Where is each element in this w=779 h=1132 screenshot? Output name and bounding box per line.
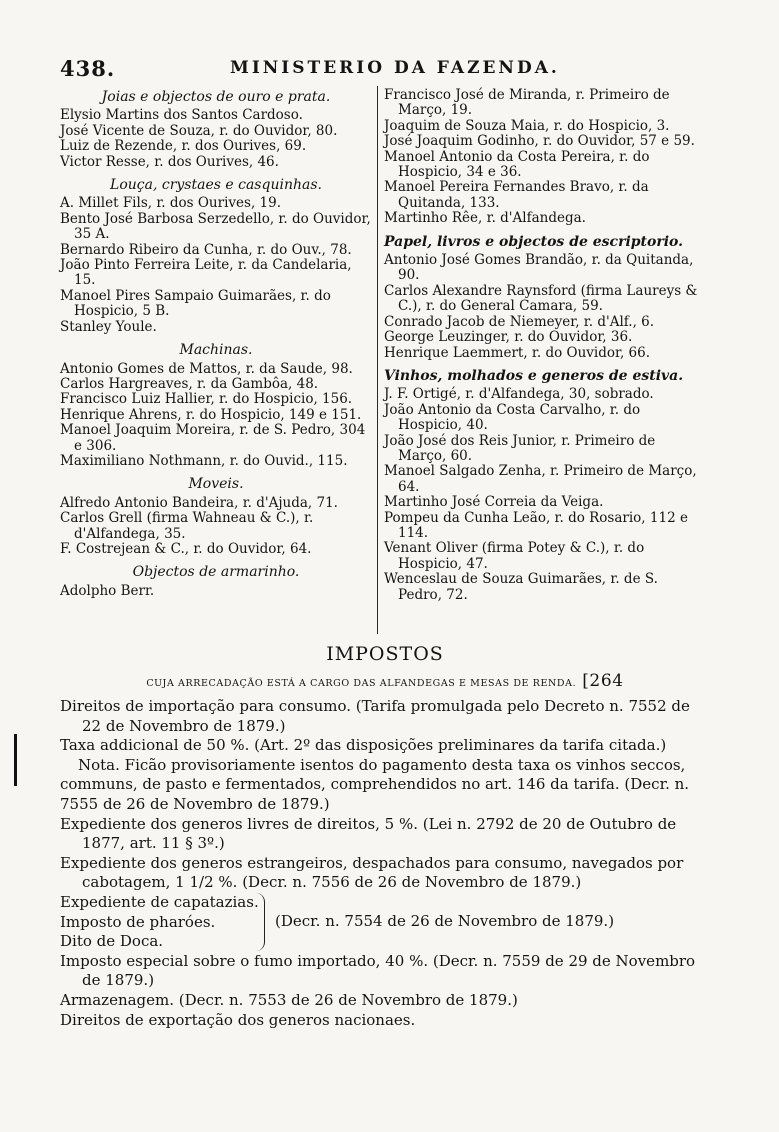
- merchant-entry: Henrique Laemmert, r. do Ouvidor, 66.: [384, 344, 651, 361]
- merchant-entry: Luiz de Rezende, r. dos Ourives, 69.: [60, 138, 307, 155]
- impostos-line: Direitos de exportação dos generos nacionaes.: [60, 1010, 416, 1029]
- running-title: MINISTERIO DA FAZENDA.: [230, 58, 560, 78]
- merchant-entry: Elysio Martins dos Santos Cardoso.: [60, 107, 303, 124]
- impostos-section: [60, 643, 710, 1030]
- merchant-entry: Antonio José Gomes Brandão, r. da Quitanda, 90.: [384, 252, 694, 284]
- merchant-entry: Martinho Rêe, r. d'Alfandega.: [384, 210, 586, 227]
- impostos-subtitle-number: [264: [582, 671, 624, 691]
- section-title: Moveis.: [188, 476, 244, 493]
- bracket-item: Expediente de capatazias.: [60, 892, 259, 911]
- bracket-group: [60, 893, 710, 952]
- merchant-entry: Wenceslau de Souza Guimarães, r. de S. Pedro, 72.: [384, 571, 658, 603]
- section-gap: [384, 361, 702, 367]
- section-gap: [384, 227, 702, 233]
- section-title: Joias e objectos de ouro e prata.: [101, 89, 331, 105]
- merchant-entry: Manoel Joaquim Moreira, r. de S. Pedro, 304 e 306.: [60, 422, 366, 454]
- impostos-subtitle-text: CUJA ARRECADAÇÃO ESTÁ A CARGO DAS ALFANDEGAS E MESAS DE RENDA.: [146, 678, 577, 689]
- merchant-entry: Manoel Pires Sampaio Guimarães, r. do Hospicio, 5 B.: [60, 287, 331, 320]
- merchant-entry: J. F. Ortigé, r. d'Alfandega, 30, sobrado.: [384, 386, 654, 403]
- merchant-entry: Carlos Alexandre Raynsford (firma Laureys & C.), r. do General Camara, 59.: [384, 282, 698, 315]
- section-title: Objectos de armarinho.: [132, 564, 300, 581]
- page-number: 438.: [60, 56, 116, 81]
- impostos-note: Nota. Ficão provisoriamente isentos do pagamento desta taxa os vinhos seccos, communs, de pasto e fermentados, comprehendidos no art. 146 da tarifa. (Decr. n. 7555 de 26 de Novembro de 1879.): [60, 755, 690, 813]
- impostos-line: Taxa addicional de 50 %. (Art. 2º das disposições preliminares da tarifa citada.): [60, 736, 667, 755]
- merchant-entry: Stanley Youle.: [60, 318, 157, 335]
- column-rule: [377, 86, 378, 634]
- impostos-subtitle: [60, 671, 710, 691]
- merchant-entry: Francisco José de Miranda, r. Primeiro de Março, 19.: [384, 87, 670, 119]
- merchant-entry: Alfredo Antonio Bandeira, r. d'Ajuda, 71.: [60, 494, 338, 511]
- impostos-line: Imposto especial sobre o fumo importado, 40 %. (Decr. n. 7559 de 29 de Novembro de 1879.): [60, 951, 696, 990]
- bracket-decree: (Decr. n. 7554 de 26 de Novembro de 1879.): [275, 911, 615, 930]
- section-title: Louça, crystaes e casquinhas.: [110, 177, 322, 194]
- bracket-item: Dito de Doca.: [60, 932, 164, 951]
- impostos-line: Expediente dos generos livres de direitos, 5 %. (Lei n. 2792 de 20 de Outubro de 1877, art. 11 § 3º.): [60, 814, 677, 853]
- merchant-entry: Martinho José Correia da Veiga.: [384, 494, 604, 511]
- page-header: [60, 56, 700, 82]
- merchant-entry: A. Millet Fils, r. dos Ourives, 19.: [60, 195, 281, 212]
- impostos-title: IMPOSTOS: [326, 643, 444, 665]
- merchant-entry: João José dos Reis Junior, r. Primeiro de Março, 60.: [384, 432, 656, 464]
- merchant-entry: Bento José Barbosa Serzedello, r. do Ouvidor, 35 A.: [60, 210, 371, 243]
- merchant-entry: Manoel Pereira Fernandes Bravo, r. da Quitanda, 133.: [384, 179, 649, 211]
- merchant-entry: Adolpho Berr.: [60, 582, 155, 599]
- merchant-entry: George Leuzinger, r. do Ouvidor, 36.: [384, 329, 633, 346]
- section-gap: [60, 469, 372, 475]
- merchant-entry: Venant Oliver (firma Potey & C.), r. do Hospicio, 47.: [384, 540, 645, 572]
- merchant-entry: Pompeu da Cunha Leão, r. do Rosario, 112 e 114.: [384, 509, 688, 541]
- merchant-entry: Manoel Salgado Zenha, r. Primeiro de Março, 64.: [384, 463, 697, 495]
- impostos-line: Armazenagem. (Decr. n. 7553 de 26 de Novembro de 1879.): [60, 990, 518, 1009]
- brace-mark: [256, 893, 265, 951]
- section-gap: [60, 170, 372, 176]
- section-title: Papel, livros e objectos de escriptorio.: [384, 233, 684, 250]
- bracket-items: [60, 893, 260, 952]
- impostos-line: Expediente dos generos estrangeiros, despachados para consumo, navegados por cabotagem, 1 1/2 %. (Decr. n. 7556 de 26 de Novembro de 1879.): [60, 853, 684, 892]
- impostos-line: Direitos de importação para consumo. (Tarifa promulgada pelo Decreto n. 7552 de 22 de Novembro de 1879.): [60, 697, 690, 735]
- merchant-entry: Maximiliano Nothmann, r. do Ouvid., 115.: [60, 452, 348, 469]
- merchant-entry: F. Costrejean & C., r. do Ouvidor, 64.: [60, 540, 312, 557]
- merchant-entry: Henrique Ahrens, r. do Hospicio, 149 e 151.: [60, 406, 362, 423]
- section-title: Machinas.: [179, 342, 253, 359]
- merchant-entry: Conrado Jacob de Niemeyer, r. d'Alf., 6.: [384, 313, 655, 330]
- left-column: [60, 88, 372, 599]
- merchant-entry: Joaquim de Souza Maia, r. do Hospicio, 3.: [384, 117, 670, 134]
- impostos-lines: [60, 697, 710, 1030]
- merchant-entry: Antonio Gomes de Mattos, r. da Saude, 98.: [60, 360, 353, 377]
- merchant-entry: Bernardo Ribeiro da Cunha, r. do Ouv., 78.: [60, 241, 352, 258]
- merchant-entry: Manoel Antonio da Costa Pereira, r. do Hospicio, 34 e 36.: [384, 148, 650, 181]
- margin-mark: [14, 734, 17, 786]
- merchant-entry: João Pinto Ferreira Leite, r. da Candelaria, 15.: [60, 257, 352, 289]
- merchant-entry: Francisco Luiz Hallier, r. do Hospicio, 156.: [60, 391, 353, 408]
- section-gap: [60, 557, 372, 563]
- bracket-item: Imposto de pharóes.: [60, 912, 216, 931]
- section-title: Vinhos, molhados e generos de estiva.: [384, 367, 684, 384]
- section-gap: [60, 335, 372, 341]
- merchant-entry: José Joaquim Godinho, r. do Ouvidor, 57 e 59.: [384, 133, 695, 150]
- merchant-entry: João Antonio da Costa Carvalho, r. do Hospicio, 40.: [384, 401, 641, 434]
- merchant-entry: Carlos Grell (firma Wahneau & C.), r. d'Alfandega, 35.: [60, 510, 314, 542]
- merchant-entry: Victor Resse, r. dos Ourives, 46.: [60, 153, 279, 170]
- right-column: [384, 88, 702, 603]
- merchant-entry: José Vicente de Souza, r. do Ouvidor, 80.: [60, 122, 338, 139]
- merchant-entry: Carlos Hargreaves, r. da Gambôa, 48.: [60, 375, 319, 392]
